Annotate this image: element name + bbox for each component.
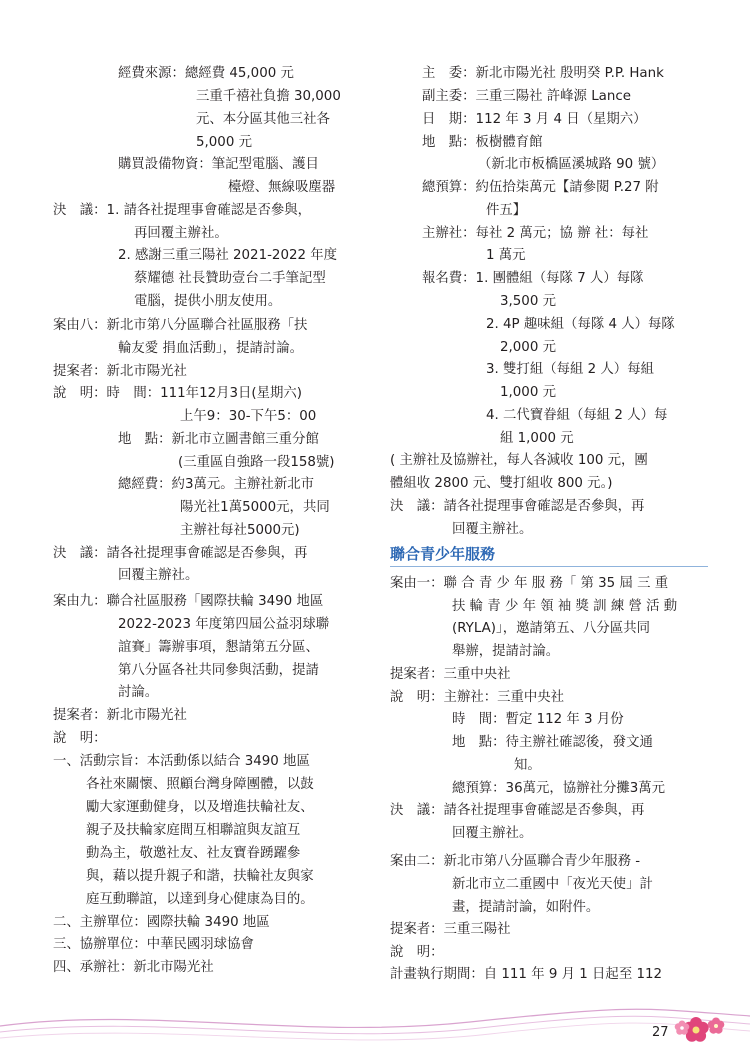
text-line: 購買設備物資：筆記型電腦、護目 xyxy=(118,157,319,172)
text-line: 討論。 xyxy=(118,685,159,700)
text-line: 2. 4P 趣味組（每隊 4 人）每隊 xyxy=(486,317,675,332)
text-line: 1,000 元 xyxy=(500,385,556,400)
text-line: 動為主，敬邀社友、社友寶眷踴躍參 xyxy=(86,846,301,861)
text-line: 各社來關懷、照顧台灣身障團體，以鼓 xyxy=(86,777,314,792)
text-line: 決 議：1. 請各社提理事會確認是否參與， xyxy=(53,203,312,218)
text-line: 副主委：三重三陽社 許峰源 Lance xyxy=(422,89,631,104)
text-line: 地 點：待主辦社確認後，發文通 xyxy=(452,735,653,750)
text-line: 勵大家運動健身，以及增進扶輪社友、 xyxy=(86,800,314,815)
text-line: 說 明：時 間：111年12月3日(星期六) xyxy=(53,386,303,401)
text-line: 知。 xyxy=(514,758,541,773)
text-line: 一、活動宗旨：本活動係以結合 3490 地區 xyxy=(53,754,310,769)
text-line: 提案者：三重三陽社 xyxy=(390,922,511,937)
text-line: 檯燈、無線吸塵器 xyxy=(228,180,336,195)
text-line: 日 期：112 年 3 月 4 日（星期六） xyxy=(422,112,647,127)
text-line: ( 主辦社及協辦社，每人各減收 100 元，團 xyxy=(390,453,648,468)
text-line: (RYLA)」，邀請第五、八分區共同 xyxy=(452,621,650,636)
text-line: 說 明：主辦社：三重中央社 xyxy=(390,690,565,705)
text-line: 四、承辦社：新北市陽光社 xyxy=(53,960,214,975)
text-line: 庭互動聯誼，以達到身心健康為目的。 xyxy=(86,892,314,907)
text-line: 組 1,000 元 xyxy=(500,431,574,446)
text-line: 總預算：約伍拾柒萬元【請參閱 P.27 附 xyxy=(422,180,659,195)
text-line: 3,500 元 xyxy=(500,294,556,309)
text-line: 元、本分區其他三社各 xyxy=(196,112,330,127)
text-line: 舉辦，提請討論。 xyxy=(452,644,560,659)
text-line: 畫，提請討論，如附件。 xyxy=(452,900,600,915)
text-line: 扶 輪 青 少 年 領 袖 獎 訓 練 營 活 動 xyxy=(452,599,678,614)
heading-underline xyxy=(390,566,708,567)
text-line: 回覆主辦社。 xyxy=(452,522,533,537)
text-line: 再回覆主辦社。 xyxy=(134,226,228,241)
text-line: 主辦社每社5000元) xyxy=(180,523,300,538)
text-line: (三重區自強路一段158號) xyxy=(178,455,335,470)
text-line: 2022-2023 年度第四屆公益羽球聯 xyxy=(118,617,330,632)
text-line: 3. 雙打組（每組 2 人）每組 xyxy=(486,362,654,377)
text-line: 親子及扶輪家庭間互相聯誼與友誼互 xyxy=(86,823,301,838)
text-line: 件五】 xyxy=(486,203,527,218)
text-line: 案由一：聯 合 青 少 年 服 務「 第 35 屆 三 重 xyxy=(390,576,669,591)
text-line: 4. 二代寶眷組（每組 2 人）每 xyxy=(486,408,668,423)
text-line: 第八分區各社共同參與活動，提請 xyxy=(118,663,319,678)
text-line: 案由八：新北市第八分區聯合社區服務「扶 xyxy=(53,318,308,333)
text-line: （新北市板橋區溪城路 90 號） xyxy=(478,157,665,172)
text-line: 時 間：暫定 112 年 3 月份 xyxy=(452,712,624,727)
text-line: 主 委：新北市陽光社 殷明癸 P.P. Hank xyxy=(422,66,664,81)
text-line: 1 萬元 xyxy=(486,248,526,263)
text-line: 電腦，提供小朋友使用。 xyxy=(134,294,282,309)
text-line: 二、主辦單位：國際扶輪 3490 地區 xyxy=(53,915,270,930)
text-line: 三重千禧社負擔 30,000 xyxy=(196,89,341,104)
text-line: 陽光社1萬5000元，共同 xyxy=(180,500,330,515)
text-line: 地 點：新北市立圖書館三重分館 xyxy=(118,432,319,447)
text-line: 總經費：約3萬元。主辦社新北市 xyxy=(118,477,314,492)
text-line: 決 議：請各社提理事會確認是否參與，再 xyxy=(390,499,645,514)
text-line: 提案者：三重中央社 xyxy=(390,667,511,682)
text-line: 提案者：新北市陽光社 xyxy=(53,364,187,379)
text-line: 輪友愛 捐血活動」，提請討論。 xyxy=(118,341,304,356)
text-line: 經費來源：總經費 45,000 元 xyxy=(118,66,294,81)
text-line: 誼賽」籌辦事項，懇請第五分區、 xyxy=(118,640,319,655)
text-line: 蔡耀德 社長贊助壹台二手筆記型 xyxy=(134,271,326,286)
text-line: 主辦社：每社 2 萬元；協 辦 社：每社 xyxy=(422,226,649,241)
text-line: 總預算：36萬元，協辦社分攤3萬元 xyxy=(452,781,666,796)
text-line: 新北市立二重國中「夜光天使」計 xyxy=(452,877,653,892)
text-line: 上午9：30-下午5：00 xyxy=(180,409,317,424)
text-line: 2,000 元 xyxy=(500,340,556,355)
text-line: 計畫執行期間：自 111 年 9 月 1 日起至 112 xyxy=(390,967,663,982)
text-line: 回覆主辦社。 xyxy=(118,568,199,583)
text-line: 5,000 元 xyxy=(196,135,252,150)
text-line: 案由二：新北市第八分區聯合青少年服務 - xyxy=(390,854,641,869)
text-line: 回覆主辦社。 xyxy=(452,826,533,841)
text-line: 提案者：新北市陽光社 xyxy=(53,708,187,723)
text-line: 地 點：板樹體育館 xyxy=(422,135,543,150)
text-line: 體組收 2800 元、雙打組收 800 元。) xyxy=(390,476,613,491)
text-line: 決 議：請各社提理事會確認是否參與，再 xyxy=(53,546,308,561)
text-line: 報名費：1. 團體組（每隊 7 人）每隊 xyxy=(422,271,644,286)
text-line: 決 議：請各社提理事會確認是否參與，再 xyxy=(390,803,645,818)
text-line: 說 明： xyxy=(390,945,444,960)
footer-wave-decoration xyxy=(0,998,750,1048)
text-line: 案由九：聯合社區服務「國際扶輪 3490 地區 xyxy=(53,594,324,609)
text-line: 與，藉以提升親子和諧，扶輪社友與家 xyxy=(86,869,314,884)
flower-icon xyxy=(672,1008,732,1048)
text-line: 2. 感謝三重三陽社 2021-2022 年度 xyxy=(118,248,338,263)
section-heading: 聯合青少年服務 xyxy=(390,545,496,563)
text-line: 三、協辦單位：中華民國羽球協會 xyxy=(53,937,254,952)
text-line: 說 明： xyxy=(53,731,107,746)
page-number: 27 xyxy=(652,1025,669,1040)
